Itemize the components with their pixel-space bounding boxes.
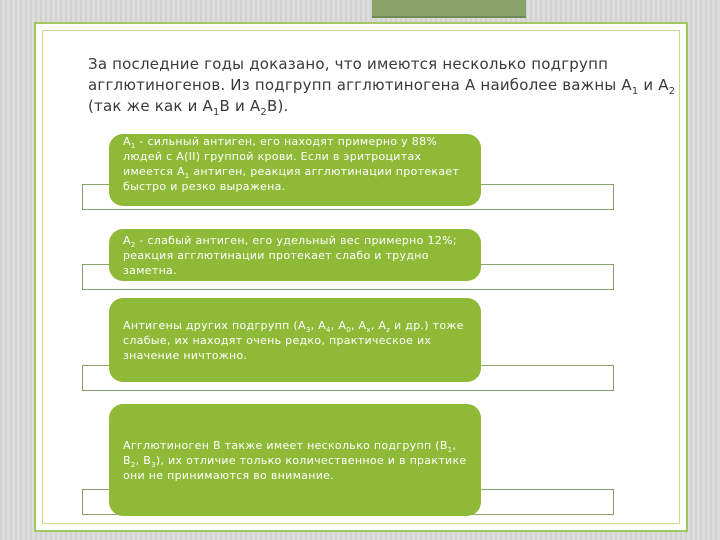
slide-heading: За последние годы доказано, что имеются несколько подгрупп агглютиногенов. Из подгрупп агглютиногена А наиболее важны $А_1$ и $А_2$ (так же как и $А_1В$ и $А_2В$). [88, 55, 676, 118]
info-box-b-text: Агглютиноген В также имеет несколько подгрупп ($В_1$, $В_2$, $В_3$), их отличие только количественное и в практике они не принимаются во внимание. [123, 438, 467, 482]
info-box-other-subgroups [109, 298, 481, 382]
info-box-b [109, 404, 481, 516]
decorative-accent-bar [372, 0, 526, 18]
info-box-other-subgroups-text: Антигены других подгрупп ($А_3$, $А_4$, $А_0$, $А_х$, $А_z$ и др.) тоже слабые, их находят очень редко, практическое их значение ничтожно. [123, 318, 464, 362]
info-box-a2 [109, 229, 481, 281]
info-box-a2-text: $А_2$ - слабый антиген, его удельный вес примерно 12%; реакция агглютинации протекает слабо и трудно заметна. [123, 233, 457, 277]
info-box-a1 [109, 134, 481, 206]
info-box-a1-text: $А_1$ - сильный антиген, его находят примерно у 88% людей с А(II) группой крови. Если в эритроцитах имеется $А_1$ антиген, реакция агглютинации протекает быстро и резко выражена. [123, 135, 460, 193]
